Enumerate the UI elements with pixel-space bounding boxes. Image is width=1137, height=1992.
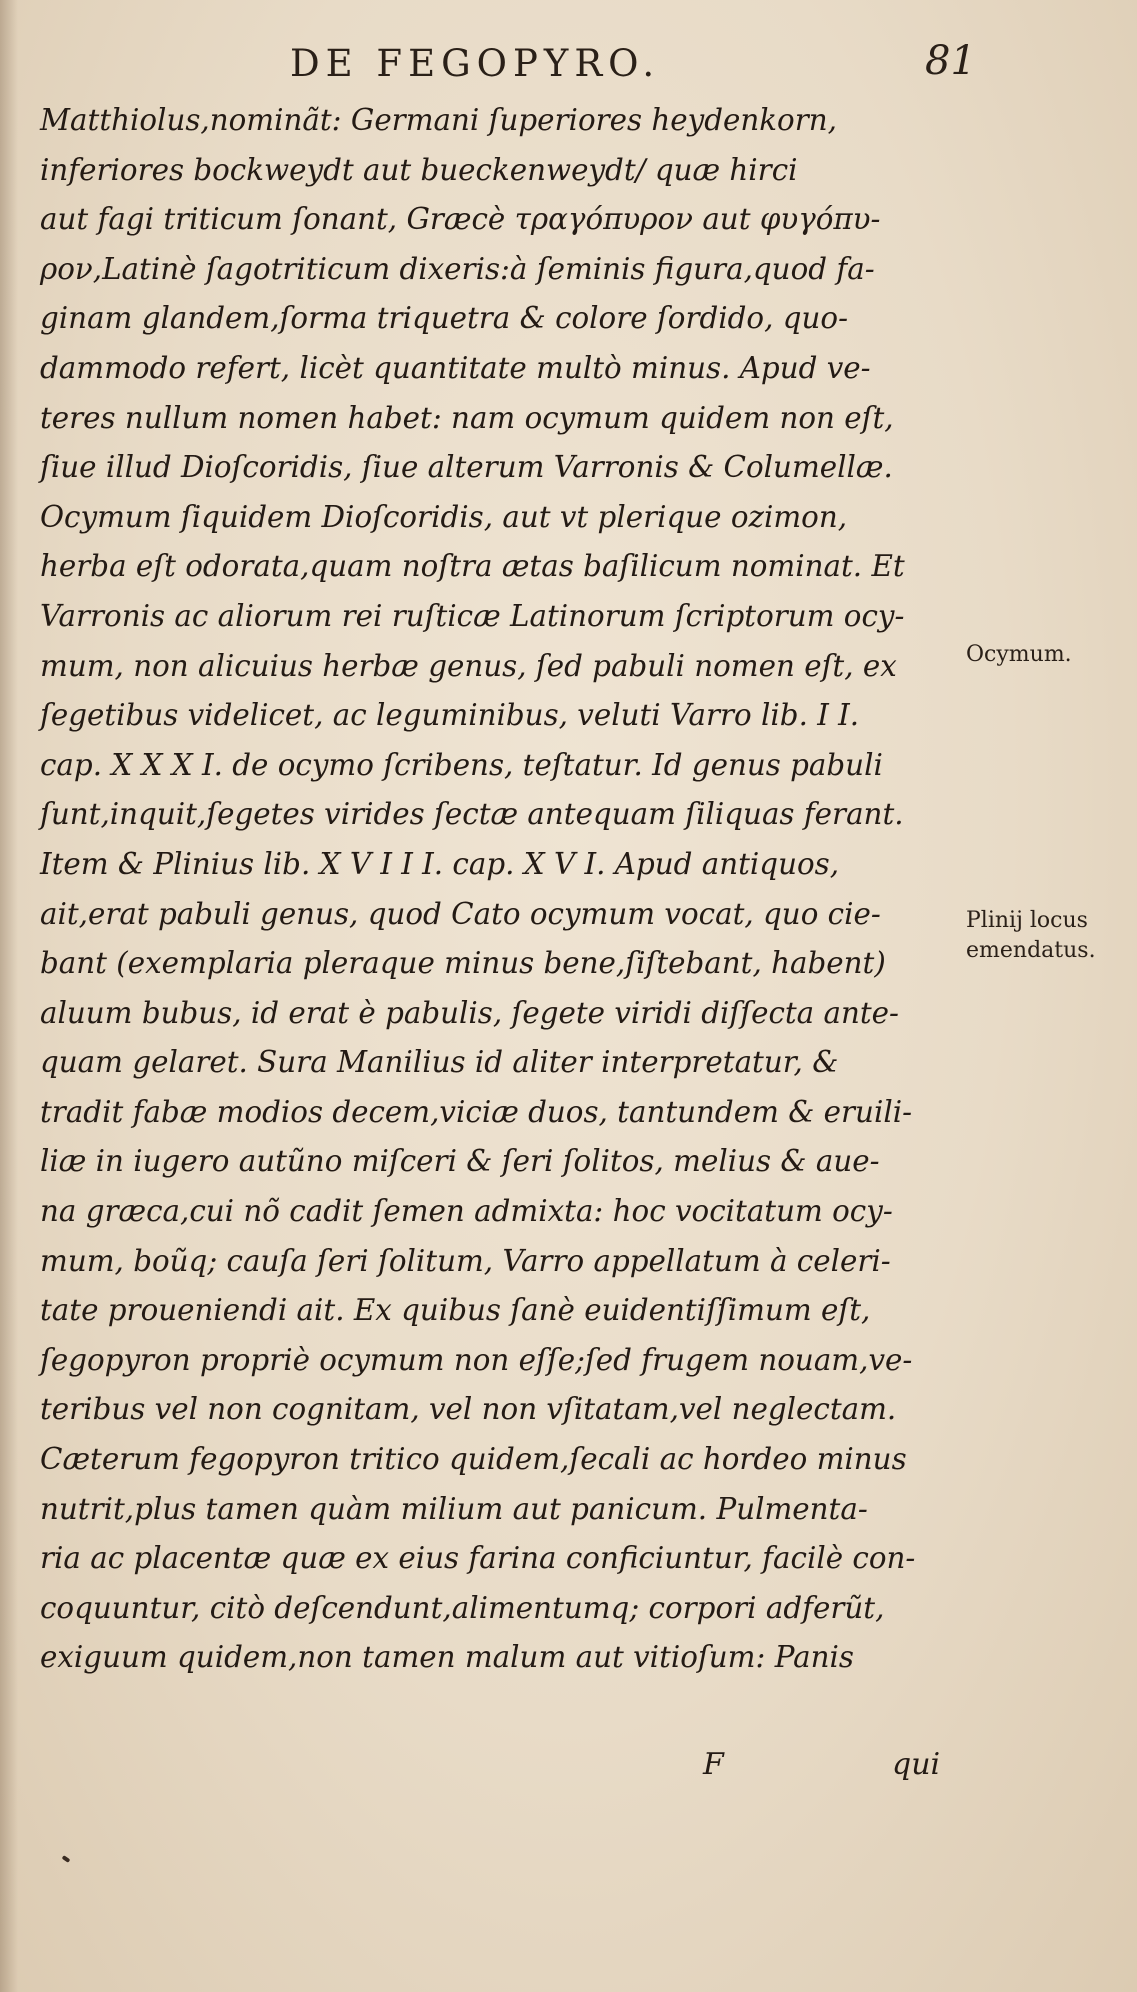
- margin-note-plinij-line1: Plinij locus: [966, 908, 1088, 933]
- text-line: bant (exemplaria pleraque minus bene,ſiſtebant, habent): [40, 946, 886, 981]
- text-line: cap. X X X I. de ocymo ſcribens, teſtatur. Id genus pabuli: [40, 747, 883, 782]
- page-footer: [0, 1747, 1137, 1797]
- text-line: teres nullum nomen habet: nam ocymum quidem non eſt,: [40, 400, 894, 435]
- text-line: aut fagi triticum ſonant, Græcè τραγόπυρον aut φυγόπυ-: [40, 202, 881, 237]
- text-line: aluum bubus, id erat è pabulis, ſegete viridi diſſecta ante-: [40, 995, 899, 1030]
- text-line: inferiores bockweydt aut bueckenweydt/ quæ hirci: [40, 152, 798, 187]
- text-line: herba eſt odorata,quam noſtra ætas baſilicum nominat. Et: [40, 549, 905, 584]
- text-line: na græca,cui nõ cadit ſemen admixta: hoc vocitatum ocy-: [40, 1194, 893, 1229]
- text-line: ait,erat pabuli genus, quod Cato ocymum vocat, quo cie-: [40, 896, 881, 931]
- text-line: Matthiolus,nominãt: Germani ſuperiores heydenkorn,: [40, 103, 837, 137]
- text-line: mum, boũq; cauſa ſeri ſolitum, Varro appellatum à celeri-: [40, 1243, 891, 1278]
- text-line: ſiue illud Dioſcoridis, ſiue alterum Varronis & Columellæ.: [40, 450, 893, 485]
- text-line: ſunt,inquit,ſegetes virides ſectæ antequam ſiliquas ferant.: [40, 797, 904, 832]
- text-line: mum, non alicuius herbæ genus, ſed pabuli nomen eſt, ex: [40, 648, 897, 683]
- text-line: tate proueniendi ait. Ex quibus ſanè euidentiſſimum eſt,: [40, 1293, 871, 1328]
- running-head-title: DE FEGOPYRO.: [290, 42, 661, 85]
- text-line: ſegetibus videlicet, ac leguminibus, veluti Varro lib. I I.: [40, 698, 860, 733]
- page-gutter-shadow: [0, 0, 18, 1992]
- text-line: ρον,Latinè ſagotriticum dixeris:à ſeminis figura,quod fa-: [40, 251, 875, 286]
- text-line: Cæterum fegopyron tritico quidem,ſecali ac hordeo minus: [40, 1442, 907, 1477]
- margin-note-plinij: [966, 906, 1096, 966]
- margin-note-ocymum: Ocymum.: [966, 642, 1072, 667]
- text-line: quam gelaret. Sura Manilius id aliter interpretatur, &: [40, 1045, 839, 1080]
- page-number: 81: [925, 38, 976, 84]
- catchword: qui: [892, 1747, 941, 1782]
- text-line: coquuntur, citò deſcendunt,alimentumq; corpori adferũt,: [40, 1590, 885, 1625]
- text-line: nutrit,plus tamen quàm milium aut panicum. Pulmenta-: [40, 1491, 868, 1526]
- text-line: ſegopyron propriè ocymum non eſſe;ſed frugem nouam,ve-: [40, 1342, 913, 1377]
- body-text: [40, 96, 970, 1683]
- text-line: tradit fabæ modios decem,viciæ duos, tantundem & eruili-: [40, 1094, 913, 1129]
- text-line: Ocymum ſiquidem Dioſcoridis, aut vt plerique ozimon,: [40, 499, 848, 534]
- text-line: ginam glandem,ſorma triquetra & colore ſordido, quo-: [40, 301, 849, 336]
- ink-speck: [62, 1855, 71, 1863]
- margin-note-plinij-line2: emendatus.: [966, 938, 1096, 963]
- text-line: Varronis ac aliorum rei ruſticæ Latinorum ſcriptorum ocy-: [40, 598, 905, 633]
- text-line: exiguum quidem,non tamen malum aut vitioſum: Panis: [40, 1640, 854, 1675]
- text-line: liæ in iugero autũno miſceri & ſeri ſolitos, melius & aue-: [40, 1144, 880, 1179]
- text-line: dammodo refert, licèt quantitate multò minus. Apud ve-: [40, 350, 871, 385]
- text-line: Item & Plinius lib. X V I I I. cap. X V I. Apud antiquos,: [40, 846, 840, 881]
- text-line: ria ac placentæ quæ ex eius farina conficiuntur, facilè con-: [40, 1541, 916, 1576]
- running-head: [0, 38, 1137, 92]
- signature-mark: F: [703, 1747, 724, 1782]
- text-line: teribus vel non cognitam, vel non vſitatam,vel neglectam.: [40, 1392, 897, 1427]
